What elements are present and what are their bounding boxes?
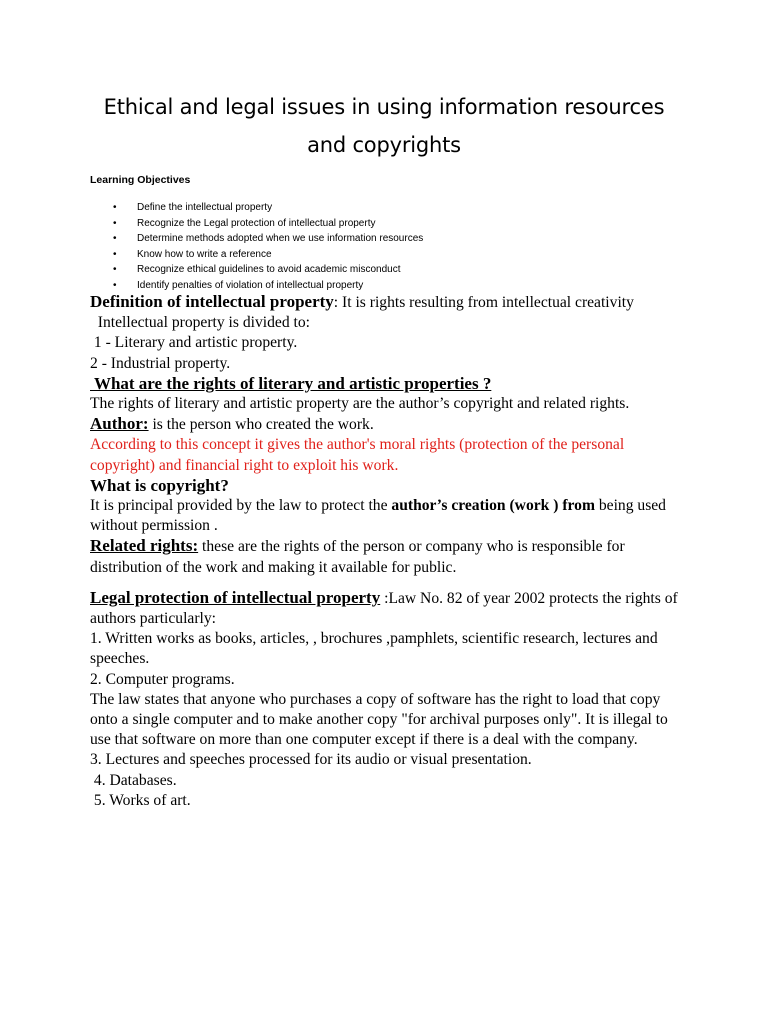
copyright-text-start: It is principal provided by the law to protect the xyxy=(90,497,392,515)
objective-item xyxy=(113,231,423,247)
definition-paragraph xyxy=(90,292,690,313)
objective-text: Recognize the Legal protection of intellectual property xyxy=(137,217,376,229)
copyright-paragraph xyxy=(90,496,690,536)
objective-item xyxy=(113,262,423,278)
related-rights-paragraph xyxy=(90,536,690,577)
objective-item xyxy=(113,278,423,294)
author-paragraph xyxy=(90,414,690,435)
learning-objectives-heading: Learning Objectives xyxy=(90,174,191,186)
title-line-1: Ethical and legal issues in using information resources xyxy=(103,95,665,119)
rights-heading: What are the rights of literary and artistic properties ? xyxy=(90,373,492,393)
title-line-2: and copyrights xyxy=(307,133,461,157)
legal-item-3: 3. Lectures and speeches processed for its audio or visual presentation. xyxy=(90,751,532,769)
property-item-2: 2 - Industrial property. xyxy=(90,354,231,372)
definition-heading: Definition of intellectual property xyxy=(90,292,334,311)
copyright-heading: What is copyright? xyxy=(90,475,229,495)
objective-item xyxy=(113,200,423,216)
definition-text: : It is rights resulting from intellectual creativity xyxy=(333,294,634,311)
bullet-icon: • xyxy=(113,264,117,275)
objective-text: Identify penalties of violation of intellectual property xyxy=(137,279,364,291)
bullet-icon: • xyxy=(113,202,117,213)
paragraph-gap xyxy=(90,578,690,588)
copyright-text-bold: author’s creation (work ) from xyxy=(391,497,595,515)
bullet-icon: • xyxy=(113,217,117,229)
objective-text: Determine methods adopted when we use information resources xyxy=(137,233,424,244)
legal-protection-text: :Law No. 82 of year 2002 protects the rights of authors particularly: xyxy=(90,589,678,628)
objective-item xyxy=(113,247,423,263)
bullet-icon: • xyxy=(113,279,117,291)
legal-item-4: 4. Databases. xyxy=(90,771,177,789)
objective-item xyxy=(113,216,423,232)
related-rights-label: Related rights: xyxy=(90,536,199,556)
property-item-1: 1 - Literary and artistic property. xyxy=(90,334,298,352)
bullet-icon: • xyxy=(113,248,117,260)
author-label: Author: xyxy=(90,414,149,434)
author-text: is the person who created the work. xyxy=(148,416,374,434)
document-title xyxy=(60,88,708,164)
objective-text: Know how to write a reference xyxy=(137,248,272,260)
rights-text: The rights of literary and artistic property are the author’s copyright and related rights. xyxy=(90,395,630,413)
legal-protection-label: Legal protection of intellectual property xyxy=(90,587,381,607)
author-red-text: According to this concept it gives the author's moral rights (protection of the personal copyright) and financial right to exploit his work. xyxy=(90,436,625,474)
software-text: The law states that anyone who purchases a copy of software has the right to load that copy onto a single computer and to make another copy "for archival purposes only". It is illegal to use that software on more than one computer except if there is a deal with the company. xyxy=(90,690,668,749)
objective-text: Recognize ethical guidelines to avoid academic misconduct xyxy=(137,264,401,275)
legal-item-2: 2. Computer programs. xyxy=(90,670,235,688)
legal-protection-paragraph xyxy=(90,588,690,629)
divided-text: Intellectual property is divided to: xyxy=(90,314,310,332)
legal-item-1: 1. Written works as books, articles, , brochures ,pamphlets, scientific research, lectures and speeches. xyxy=(90,630,658,668)
objective-text: Define the intellectual property xyxy=(137,202,273,213)
document-body xyxy=(90,292,690,811)
legal-item-5: 5. Works of art. xyxy=(90,791,191,809)
learning-objectives-list xyxy=(113,200,423,293)
bullet-icon: • xyxy=(113,233,117,244)
copyright-text-end: being used without permission . xyxy=(90,497,666,535)
related-rights-text: these are the rights of the person or company who is responsible for distribution of the work and making it available for public. xyxy=(90,538,625,576)
